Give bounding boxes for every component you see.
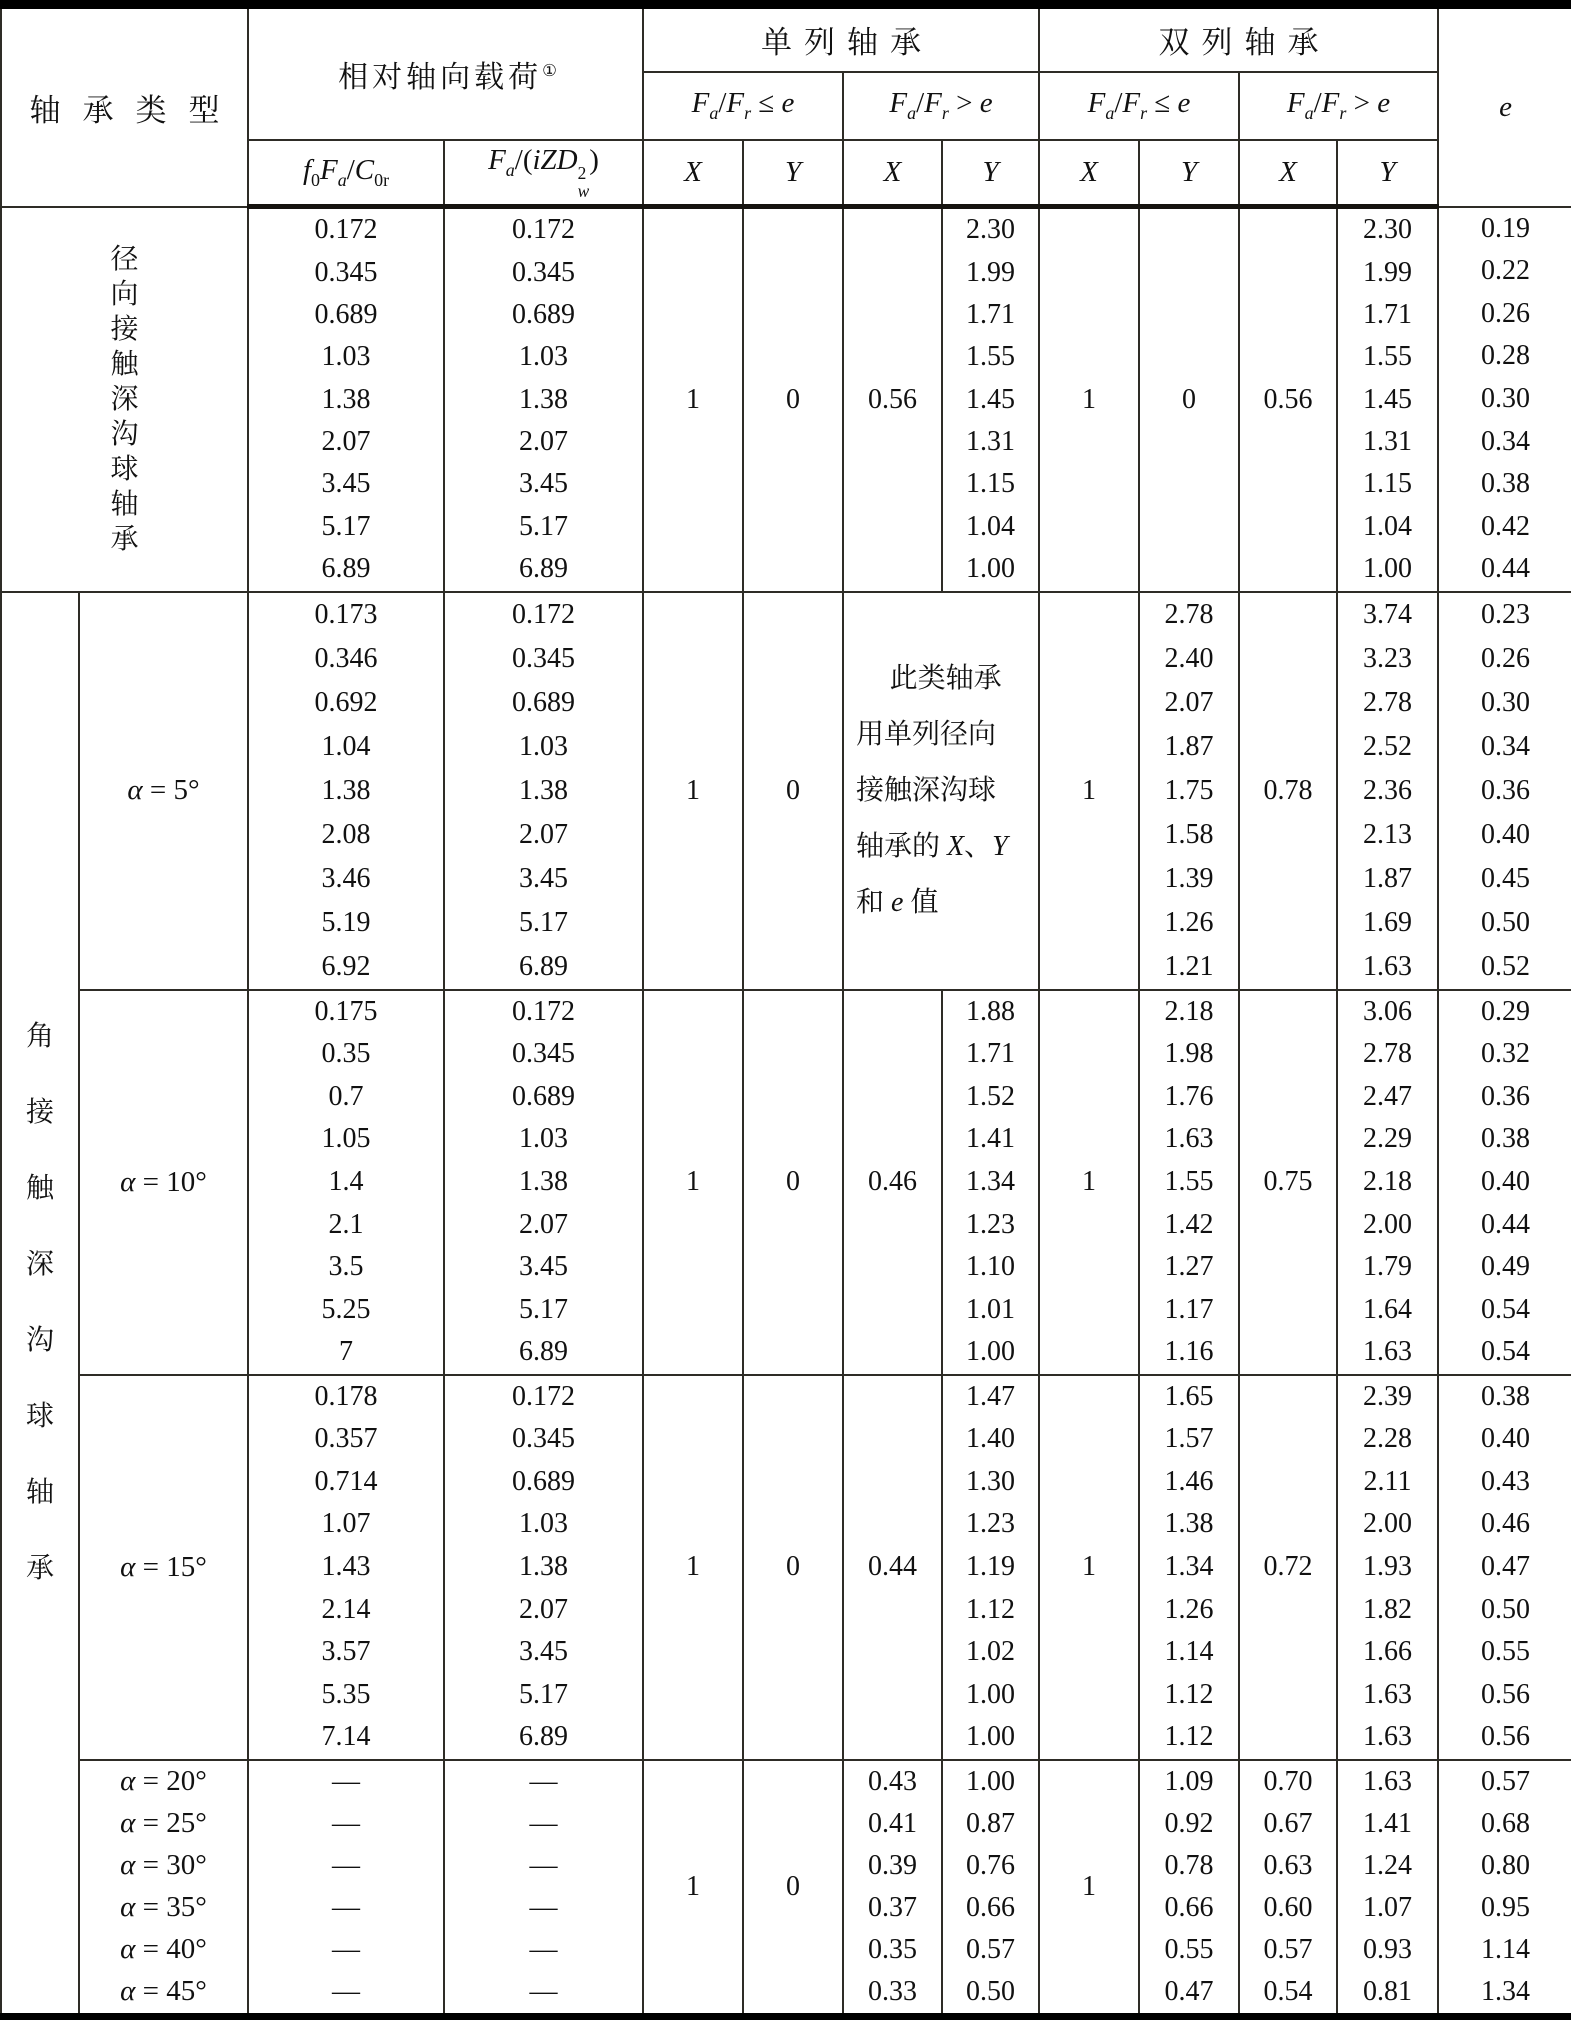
cell-alpha20-45-alpha-labels: α = 20° α = 25° α = 30° α = 35° α = 40° α = 45°: [79, 1760, 248, 2017]
cell-alpha5-alpha-label: α = 5°: [79, 592, 248, 990]
header-e: e: [1438, 5, 1571, 207]
header-fafr-gt-double: $F_a/F_r > e$: [1239, 72, 1438, 140]
cell-alpha5-e: 0.23 0.26 0.30 0.34 0.36 0.40 0.45 0.50 0.52: [1438, 592, 1571, 990]
cell-alpha5-f0fa-c0r: 0.173 0.346 0.692 1.04 1.38 2.08 3.46 5.19 6.92: [248, 592, 444, 990]
cell-alpha15-double-y-gt: 2.39 2.28 2.11 2.00 1.93 1.82 1.66 1.63 1.63: [1337, 1375, 1438, 1760]
header-y-single-gt: Y: [942, 140, 1039, 207]
block-row-alpha15: [1, 1375, 1571, 1760]
cell-alpha10-double-x-le: 1: [1039, 990, 1139, 1375]
header-x-single-gt: X: [843, 140, 942, 207]
cell-radial-single-y-gt: 2.30 1.99 1.71 1.55 1.45 1.31 1.15 1.04 1.00: [942, 207, 1039, 592]
cell-alpha10-double-y-le: 2.18 1.98 1.76 1.63 1.55 1.42 1.27 1.17 1.16: [1139, 990, 1239, 1375]
cell-radial-f0fa-c0r: 0.172 0.345 0.689 1.03 1.38 2.07 3.45 5.17 6.89: [248, 207, 444, 592]
cell-alpha15-double-x-gt: 0.72: [1239, 1375, 1337, 1760]
cell-alpha15-single-x-gt: 0.44: [843, 1375, 942, 1760]
table-body: [1, 207, 1571, 2017]
header-x-single-le: X: [643, 140, 743, 207]
cell-alpha10-single-y-gt: 1.88 1.71 1.52 1.41 1.34 1.23 1.10 1.01 1.00: [942, 990, 1039, 1375]
cell-alpha5-fa-izdw2: 0.172 0.345 0.689 1.03 1.38 2.07 3.45 5.17 6.89: [444, 592, 643, 990]
cell-alpha20-45-single-y-le: 0: [743, 1760, 843, 2017]
cell-alpha20-45-single-y-gt: 1.00 0.87 0.76 0.66 0.57 0.50: [942, 1760, 1039, 2017]
cell-alpha15-alpha-label: α = 15°: [79, 1375, 248, 1760]
cell-alpha10-fa-izdw2: 0.172 0.345 0.689 1.03 1.38 2.07 3.45 5.17 6.89: [444, 990, 643, 1375]
cell-radial-single-x-le: 1: [643, 207, 743, 592]
header-single-row: 单列轴承: [643, 5, 1039, 72]
cell-alpha15-single-x-le: 1: [643, 1375, 743, 1760]
header-y-single-le: Y: [743, 140, 843, 207]
cell-radial-double-x-gt: 0.56: [1239, 207, 1337, 592]
header-x-double-le: X: [1039, 140, 1139, 207]
cell-alpha10-e: 0.29 0.32 0.36 0.38 0.40 0.44 0.49 0.54 0.54: [1438, 990, 1571, 1375]
cell-alpha10-f0fa-c0r: 0.175 0.35 0.7 1.05 1.4 2.1 3.5 5.25 7: [248, 990, 444, 1375]
cell-alpha20-45-double-x-gt: 0.70 0.67 0.63 0.60 0.57 0.54: [1239, 1760, 1337, 2017]
cell-alpha15-double-x-le: 1: [1039, 1375, 1139, 1760]
cell-alpha5-single-note: 此类轴承 用单列径向 接触深沟球 轴承的 X、Y 和 e 值: [843, 592, 1039, 990]
header-y-double-gt: Y: [1337, 140, 1438, 207]
block-row-radial: [1, 207, 1571, 592]
cell-alpha5-double-x-gt: 0.78: [1239, 592, 1337, 990]
block-row-alpha5: [1, 592, 1571, 990]
cell-alpha20-45-double-y-le: 1.09 0.92 0.78 0.66 0.55 0.47: [1139, 1760, 1239, 2017]
cell-radial-double-y-le: 0: [1139, 207, 1239, 592]
cell-alpha5-double-x-le: 1: [1039, 592, 1139, 990]
cell-alpha15-double-y-le: 1.65 1.57 1.46 1.38 1.34 1.26 1.14 1.12 1.12: [1139, 1375, 1239, 1760]
cell-alpha10-single-y-le: 0: [743, 990, 843, 1375]
header-double-row: 双列轴承: [1039, 5, 1438, 72]
cell-radial-single-x-gt: 0.56: [843, 207, 942, 592]
cell-alpha5-single-y-le: 0: [743, 592, 843, 990]
cell-alpha20-45-e: 0.57 0.68 0.80 0.95 1.14 1.34: [1438, 1760, 1571, 2017]
header-fafr-le-single: $F_a/F_r \le e$: [643, 72, 843, 140]
cell-alpha20-45-fa-izdw2: — — — — — —: [444, 1760, 643, 2017]
cell-alpha20-45-double-x-le: 1: [1039, 1760, 1139, 2017]
block-row-alpha10: [1, 990, 1571, 1375]
header-bearing-type: 轴承类型: [1, 5, 248, 207]
header-relative-axial-load: 相对轴向载荷①: [248, 5, 643, 140]
cell-alpha10-single-x-le: 1: [643, 990, 743, 1375]
cell-radial-single-y-le: 0: [743, 207, 843, 592]
cell-radial-bearing-type-radial: 径 向 接 触 深 沟 球 轴 承: [1, 207, 248, 592]
cell-alpha5-bearing-type-angular: 角 接 触 深 沟 球 轴 承: [1, 592, 79, 2017]
cell-alpha20-45-double-y-gt: 1.63 1.41 1.24 1.07 0.93 0.81: [1337, 1760, 1438, 2017]
cell-alpha10-double-y-gt: 3.06 2.78 2.47 2.29 2.18 2.00 1.79 1.64 1.63: [1337, 990, 1438, 1375]
cell-alpha10-single-x-gt: 0.46: [843, 990, 942, 1375]
cell-alpha15-fa-izdw2: 0.172 0.345 0.689 1.03 1.38 2.07 3.45 5.17 6.89: [444, 1375, 643, 1760]
cell-alpha15-single-y-gt: 1.47 1.40 1.30 1.23 1.19 1.12 1.02 1.00 1.00: [942, 1375, 1039, 1760]
block-row-alpha20-45: [1, 1760, 1571, 2017]
cell-alpha15-f0fa-c0r: 0.178 0.357 0.714 1.07 1.43 2.14 3.57 5.35 7.14: [248, 1375, 444, 1760]
cell-radial-e: 0.19 0.22 0.26 0.28 0.30 0.34 0.38 0.42 0.44: [1438, 207, 1571, 592]
header-f0fa-c0r: $f_0F_a/C_{0r}$: [248, 140, 444, 207]
cell-alpha5-single-x-le: 1: [643, 592, 743, 990]
cell-alpha15-single-y-le: 0: [743, 1375, 843, 1760]
cell-alpha20-45-single-x-le: 1: [643, 1760, 743, 2017]
cell-radial-double-y-gt: 2.30 1.99 1.71 1.55 1.45 1.31 1.15 1.04 1.00: [1337, 207, 1438, 592]
header-x-double-gt: X: [1239, 140, 1337, 207]
cell-alpha20-45-f0fa-c0r: — — — — — —: [248, 1760, 444, 2017]
cell-alpha10-double-x-gt: 0.75: [1239, 990, 1337, 1375]
cell-alpha5-double-y-gt: 3.74 3.23 2.78 2.52 2.36 2.13 1.87 1.69 1.63: [1337, 592, 1438, 990]
header-fa-izdw2: $F_a/(iZD$ 2 w ): [444, 140, 643, 207]
header-fafr-le-double: $F_a/F_r \le e$: [1039, 72, 1239, 140]
cell-alpha15-e: 0.38 0.40 0.43 0.46 0.47 0.50 0.55 0.56 0.56: [1438, 1375, 1571, 1760]
cell-radial-double-x-le: 1: [1039, 207, 1139, 592]
cell-alpha10-alpha-label: α = 10°: [79, 990, 248, 1375]
cell-alpha5-double-y-le: 2.78 2.40 2.07 1.87 1.75 1.58 1.39 1.26 1.21: [1139, 592, 1239, 990]
header-fafr-gt-single: $F_a/F_r > e$: [843, 72, 1039, 140]
cell-alpha20-45-single-x-gt: 0.43 0.41 0.39 0.37 0.35 0.33: [843, 1760, 942, 2017]
header-y-double-le: Y: [1139, 140, 1239, 207]
cell-radial-fa-izdw2: 0.172 0.345 0.689 1.03 1.38 2.07 3.45 5.17 6.89: [444, 207, 643, 592]
